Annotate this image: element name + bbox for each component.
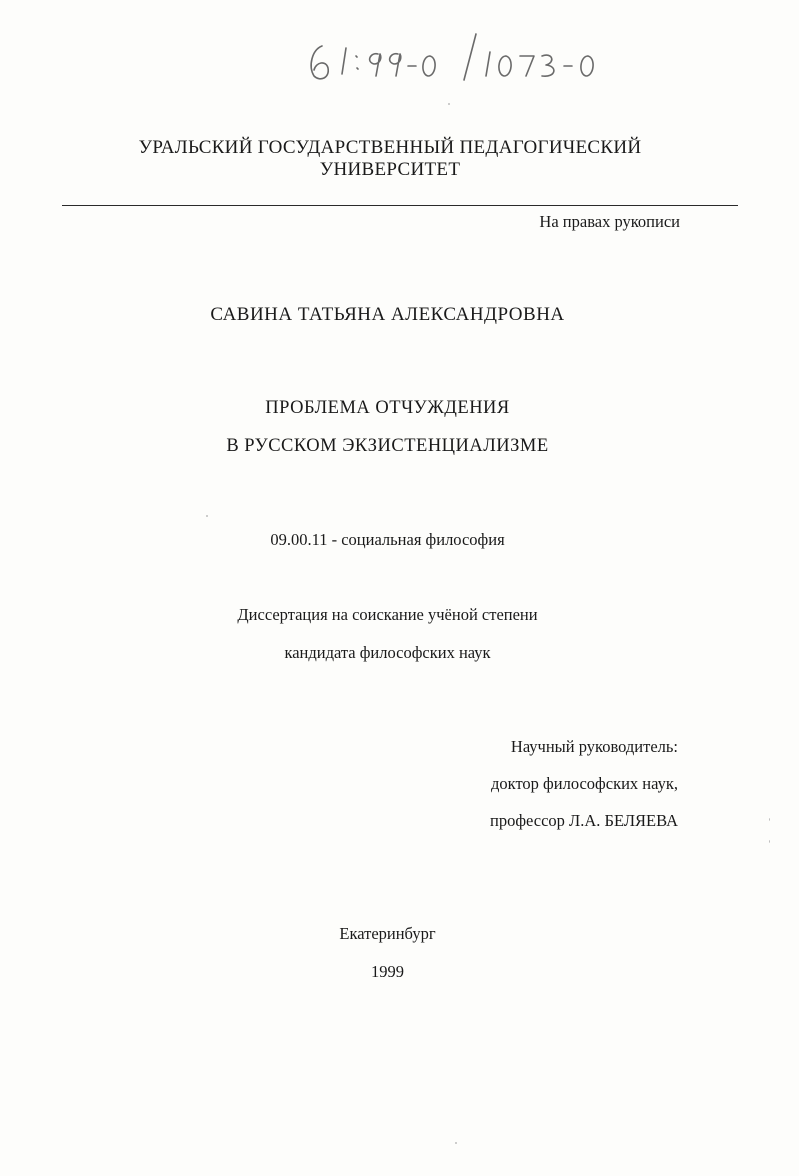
hw-stroke-9b [390,54,401,76]
hw-stroke-0a [423,56,435,76]
city: Екатеринбург [339,924,436,943]
degree-statement-line2: кандидата философских наук [284,643,491,662]
handwriting-drawing [300,18,640,98]
specialty-code: 09.00.11 - социальная философия [270,530,505,549]
handwritten-archive-number [300,18,640,98]
header-divider [62,205,738,206]
manuscript-rights-note: На правах рукописи [539,212,680,231]
hw-stroke-3 [542,55,554,76]
dissertation-title-line1: ПРОБЛЕМА ОТЧУЖДЕНИЯ [265,398,510,418]
hw-stroke-7 [520,56,534,76]
hw-stroke-0c [581,56,593,76]
hw-stroke-1a [342,48,346,74]
scan-speck [769,818,770,821]
year: 1999 [371,962,404,981]
university-name-line2: УНИВЕРСИТЕТ [319,159,461,180]
hw-stroke-slash [464,34,476,80]
hw-stroke-colon [356,56,358,69]
advisor-degree: доктор философских наук, [491,774,678,793]
hw-stroke-9a [370,54,381,76]
hw-stroke-1b [486,52,490,76]
advisor-label: Научный руководитель: [510,737,678,756]
scan-speck [769,840,770,843]
scan-speck [206,515,208,517]
scan-speck [448,103,450,105]
hw-stroke-6 [311,46,328,79]
degree-statement-line1: Диссертация на соискание учёной степени [237,605,538,624]
author-name: САВИНА ТАТЬЯНА АЛЕКСАНДРОВНА [210,304,565,325]
scan-speck [455,1142,457,1144]
university-name-line1: УРАЛЬСКИЙ ГОСУДАРСТВЕННЫЙ ПЕДАГОГИЧЕСКИЙ [138,137,642,158]
advisor-name: профессор Л.А. БЕЛЯЕВА [489,811,678,830]
hw-stroke-0b [499,56,511,76]
dissertation-title-line2: В РУССКОМ ЭКЗИСТЕНЦИАЛИЗМЕ [226,436,549,456]
